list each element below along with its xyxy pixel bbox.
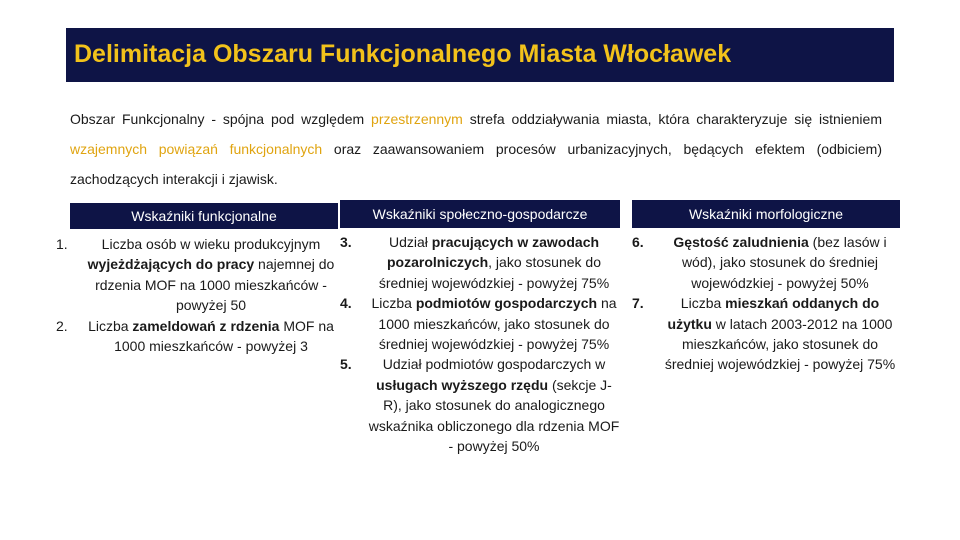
item-text-bold: podmiotów gospodarczych: [415, 295, 598, 312]
column-socio-economic: [340, 200, 620, 456]
item-number: 6.: [632, 234, 644, 250]
column-functional: [56, 200, 338, 356]
item-number: 2.: [56, 317, 68, 334]
item-number: 5.: [340, 356, 352, 373]
item-text: Liczba: [680, 295, 726, 312]
item-text: (bez lasów i wód), jako stosunek do średniej wojewódzkiej - powyżej 50%: [681, 234, 887, 291]
intro-text-4: zjawisk.: [228, 171, 278, 187]
item-number: 4.: [340, 295, 352, 312]
item-text: (sekcje J-R), jako stosunek do analogicznego wskaźnika obliczonego dla rdzenia MOF - powyżej 50%: [368, 376, 620, 455]
item-text: na 1000 mieszkańców, jako stosunek do średniej wojewódzkiej - powyżej 75%: [378, 295, 617, 353]
list-item: [340, 293, 620, 354]
title-bar: [66, 28, 894, 82]
item-text: Udział: [388, 234, 432, 250]
item-text: Liczba: [88, 317, 133, 334]
intro-text-2: strefa oddziaływania miasta, która charakteryzuje się istnieniem: [462, 111, 882, 127]
item-text: Liczba: [371, 295, 416, 312]
list-item: [632, 293, 900, 375]
item-number: 3.: [340, 234, 352, 250]
item-text: Udział podmiotów gospodarczych w: [382, 356, 606, 373]
list-item: [340, 232, 620, 293]
list-item: [56, 316, 338, 357]
indicator-list: [56, 234, 338, 356]
column-header: Wskaźniki społeczno-gospodarcze: [340, 200, 620, 228]
item-text-bold: wyjeżdżających do pracy: [87, 256, 255, 273]
item-text-bold: pracujących w zawodach pozarolniczych: [387, 234, 600, 271]
column-morphological: [632, 200, 900, 375]
intro-text-1: Obszar Funkcjonalny - spójna pod względem: [70, 111, 372, 127]
item-text: , jako stosunek do średniej wojewódzkiej - powyżej 75%: [378, 254, 610, 291]
item-text-bold: zameldowań z rdzenia: [132, 317, 280, 334]
intro-highlight-2: wzajemnych powiązań funkcjonalnych: [70, 141, 323, 157]
item-text-bold: mieszkań oddanych do użytku: [667, 295, 880, 332]
item-text-bold: usługach wyższego rzędu: [376, 376, 549, 393]
indicator-list: [340, 232, 620, 456]
column-header: Wskaźniki morfologiczne: [632, 200, 900, 228]
column-header: Wskaźniki funkcjonalne: [70, 203, 338, 229]
list-item: [632, 232, 900, 293]
page-title: Delimitacja Obszaru Funkcjonalnego Miasta Włocławek: [74, 40, 732, 68]
item-text: w latach 2003-2012 na 1000 mieszkańców, jako stosunek do średniej wojewódzkiej - powyżej 75%: [664, 315, 896, 373]
item-text-bold: Gęstość zaludnienia: [673, 234, 809, 250]
item-text: najemnej do rdzenia MOF na 1000 mieszkańców - powyżej 50: [95, 256, 335, 314]
item-number: 7.: [632, 295, 644, 312]
intro-highlight-1: przestrzennym: [371, 111, 463, 127]
item-text: MOF na 1000 mieszkańców - powyżej 3: [114, 317, 334, 355]
list-item: [56, 234, 338, 316]
item-number: 1.: [56, 236, 68, 252]
indicator-list: [632, 232, 900, 375]
intro-text-3: oraz zaawansowaniem procesów urbanizacyjnych, będących efektem (odbiciem) zachodzących interakcji i: [70, 141, 882, 187]
list-item: [340, 354, 620, 456]
intro-paragraph: [70, 104, 882, 194]
item-text: Liczba osób w wieku produkcyjnym: [101, 236, 321, 252]
